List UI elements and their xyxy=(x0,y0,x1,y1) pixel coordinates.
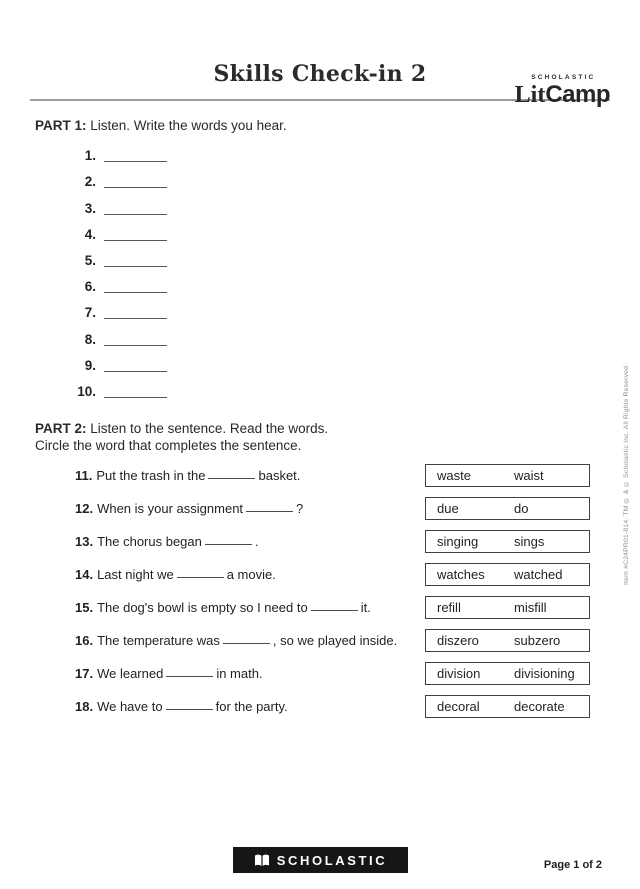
sentence-before: When is your assignment xyxy=(97,500,244,516)
logo-scholastic-text: SCHOLASTIC xyxy=(531,74,596,81)
litcamp-logo xyxy=(515,74,610,108)
sentence-before: Last night we xyxy=(97,566,174,582)
logo-camp: Camp xyxy=(545,81,610,108)
word-choice-1: decoral xyxy=(437,698,480,714)
item-number: 13. xyxy=(75,533,94,549)
word-choice-2: misfill xyxy=(514,599,547,615)
sentence-before: The temperature was xyxy=(97,632,220,648)
item-number: 12. xyxy=(75,500,94,516)
item-number: 4. xyxy=(84,226,96,242)
answer-blank xyxy=(166,707,213,710)
word-choice-1: singing xyxy=(437,533,479,549)
answer-blank xyxy=(311,608,358,611)
sentence-before: Put the trash in the xyxy=(96,467,206,483)
word-choice-1: division xyxy=(437,665,481,681)
item-number: 14. xyxy=(75,566,94,582)
word-choice-2: decorate xyxy=(514,698,565,714)
logo-litcamp-text xyxy=(515,82,610,108)
item-number: 9. xyxy=(84,357,96,373)
item-number: 18. xyxy=(75,698,94,714)
item-number: 8. xyxy=(84,331,96,347)
part2-row xyxy=(0,562,640,595)
item-number: 1. xyxy=(84,148,96,164)
sentence-before: The chorus began xyxy=(97,533,202,549)
part1-item xyxy=(60,273,640,299)
item-number: 15. xyxy=(75,599,94,615)
sentence-after: . xyxy=(254,533,259,549)
part1-list xyxy=(60,142,640,404)
scholastic-logo-text: SCHOLASTIC xyxy=(276,852,388,868)
answer-blank xyxy=(104,159,167,162)
answer-blank xyxy=(104,395,167,398)
answer-blank xyxy=(166,674,213,677)
sentence xyxy=(75,567,276,582)
sentence xyxy=(75,501,303,516)
sentence xyxy=(75,468,300,483)
answer-blank xyxy=(208,476,255,479)
answer-blank xyxy=(104,316,167,319)
sentence-after: in math. xyxy=(216,665,263,681)
sentence-after: it. xyxy=(360,599,371,615)
part1-item xyxy=(60,299,640,325)
word-choice-2: watched xyxy=(514,566,563,582)
item-number: 16. xyxy=(75,632,94,648)
worksheet-page xyxy=(0,61,640,889)
part2-row xyxy=(0,661,640,694)
word-choice-1: watches xyxy=(437,566,485,582)
logo-lit: Lit xyxy=(514,82,546,108)
part1-item xyxy=(60,352,640,378)
word-choice-2: divisioning xyxy=(514,665,575,681)
sentence-after: basket. xyxy=(258,467,301,483)
item-number: 11. xyxy=(75,467,93,483)
part1-item xyxy=(60,142,640,168)
word-choice-box xyxy=(425,497,590,520)
part2-label: PART 2: xyxy=(35,420,87,436)
part1-item xyxy=(60,325,640,351)
part2-row xyxy=(0,529,640,562)
answer-blank xyxy=(104,264,167,267)
sentence-before: We learned xyxy=(97,665,164,681)
word-choice-1: refill xyxy=(437,599,461,615)
page-title: Skills Check-in 2 xyxy=(213,61,427,87)
page-number: Page 1 of 2 xyxy=(543,859,602,871)
sentence-after: a movie. xyxy=(226,566,276,582)
word-choice-1: diszero xyxy=(437,632,479,648)
item-number: 2. xyxy=(84,174,96,190)
item-number: 5. xyxy=(84,252,96,268)
part1-label: PART 1: xyxy=(35,118,87,133)
part1-item xyxy=(60,194,640,220)
word-choice-box xyxy=(425,695,590,718)
word-choice-2: sings xyxy=(514,533,545,549)
sentence-before: The dog's bowl is empty so I need to xyxy=(97,599,308,615)
part2-instruction: Listen to the sentence. Read the words. xyxy=(90,420,329,436)
sentence xyxy=(75,699,288,714)
answer-blank xyxy=(104,185,167,188)
word-choice-2: do xyxy=(514,500,529,516)
item-number: 6. xyxy=(84,279,96,295)
sentence xyxy=(75,534,259,549)
part2-row xyxy=(0,595,640,628)
item-number: 17. xyxy=(75,665,94,681)
answer-blank xyxy=(246,509,293,512)
sentence xyxy=(75,666,263,681)
part1-instruction: Listen. Write the words you hear. xyxy=(90,118,287,133)
answer-blank xyxy=(104,343,167,346)
scholastic-footer-logo xyxy=(233,847,408,873)
answer-blank xyxy=(104,290,167,293)
part2-list xyxy=(0,463,640,727)
answer-blank xyxy=(104,212,167,215)
part2-instruction-line2: Circle the word that completes the sentence. xyxy=(35,437,302,453)
part2-row xyxy=(0,463,640,496)
item-number: 7. xyxy=(84,305,96,321)
word-choice-2: subzero xyxy=(514,632,561,648)
sentence-before: We have to xyxy=(97,698,163,714)
sentence-after: , so we played inside. xyxy=(272,632,398,648)
word-choice-1: due xyxy=(437,500,459,516)
part2-row xyxy=(0,694,640,727)
part2-heading xyxy=(35,420,605,454)
word-choice-box xyxy=(425,629,590,652)
answer-blank xyxy=(177,575,224,578)
item-number: 10. xyxy=(77,383,96,399)
sentence-after: ? xyxy=(296,500,304,516)
part2-row xyxy=(0,628,640,661)
word-choice-box xyxy=(425,464,590,487)
sentence xyxy=(75,600,371,615)
word-choice-box xyxy=(425,596,590,619)
copyright-sidebar-text: Item #C24PR01-814. TM ® & © Scholastic Inc. All Rights Reserved. xyxy=(623,363,630,585)
sentence-after: for the party. xyxy=(215,698,288,714)
answer-blank xyxy=(104,369,167,372)
answer-blank xyxy=(205,542,252,545)
part1-item xyxy=(60,168,640,194)
part2-row xyxy=(0,496,640,529)
word-choice-box xyxy=(425,662,590,685)
word-choice-2: waist xyxy=(514,467,544,483)
word-choice-1: waste xyxy=(437,467,471,483)
part1-item xyxy=(60,221,640,247)
sentence xyxy=(75,633,397,648)
item-number: 3. xyxy=(84,200,96,216)
open-book-icon xyxy=(254,854,270,867)
part2-instruction-line1 xyxy=(35,420,605,437)
part1-item xyxy=(60,378,640,404)
part1-heading xyxy=(35,117,605,134)
part1-item xyxy=(60,247,640,273)
word-choice-box xyxy=(425,563,590,586)
word-choice-box xyxy=(425,530,590,553)
answer-blank xyxy=(223,641,270,644)
answer-blank xyxy=(104,238,167,241)
